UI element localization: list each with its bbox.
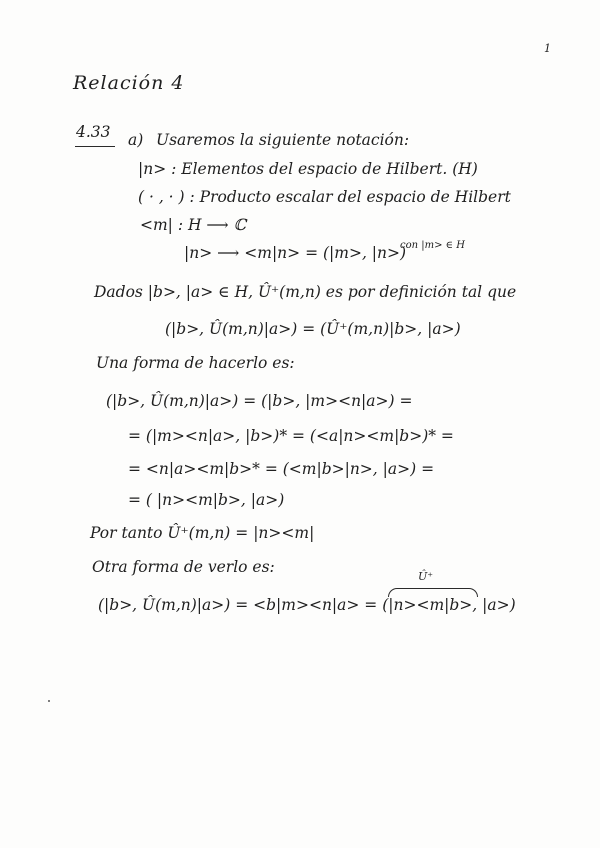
derivation-line-1: (|b>, Û(m,n)|a>) = (|b>, |m><n|a>) = <box>106 392 413 410</box>
page-number: 1 <box>544 42 551 55</box>
given-line: Dados |b>, |a> ∈ H, Û⁺(m,n) es por definición tal que <box>94 283 517 301</box>
problem-part: a) <box>128 131 144 149</box>
notation-line-3: <m| : H ⟶ ℂ <box>140 216 246 234</box>
notation-line-4: |n> ⟶ <m|n> = (|m>, |n>) <box>184 244 407 262</box>
final-equation: (|b>, Û(m,n)|a>) = <b|m><n|a> = (|n><m|b>, |a>) <box>98 596 516 614</box>
adjoint-definition: (|b>, Û(m,n)|a>) = (Û⁺(m,n)|b>, |a>) <box>165 320 461 338</box>
problem-number-underline <box>75 146 115 147</box>
derivation-line-3: = <n|a><m|b>* = (<m|b>|n>, |a>) = <box>128 460 435 478</box>
brace-label: Û⁺ <box>418 570 434 583</box>
conclusion-line: Por tanto Û⁺(m,n) = |n><m| <box>90 524 315 542</box>
paper-speck <box>48 700 50 702</box>
one-way-heading: Una forma de hacerlo es: <box>96 354 295 372</box>
other-way-heading: Otra forma de verlo es: <box>92 558 275 576</box>
notation-line-2: ( · , · ) : Producto escalar del espacio de Hilbert <box>138 188 511 206</box>
notation-note: con |m> ∈ H <box>400 240 465 251</box>
notation-intro: Usaremos la siguiente notación: <box>156 131 410 149</box>
page-title: Relación 4 <box>73 72 185 94</box>
problem-number: 4.33 <box>76 123 111 141</box>
derivation-line-2: = (|m><n|a>, |b>)* = (<a|n><m|b>)* = <box>128 427 454 445</box>
notation-line-1: |n> : Elementos del espacio de Hilbert. (H) <box>138 160 478 178</box>
derivation-line-4: = ( |n><m|b>, |a>) <box>128 491 285 509</box>
